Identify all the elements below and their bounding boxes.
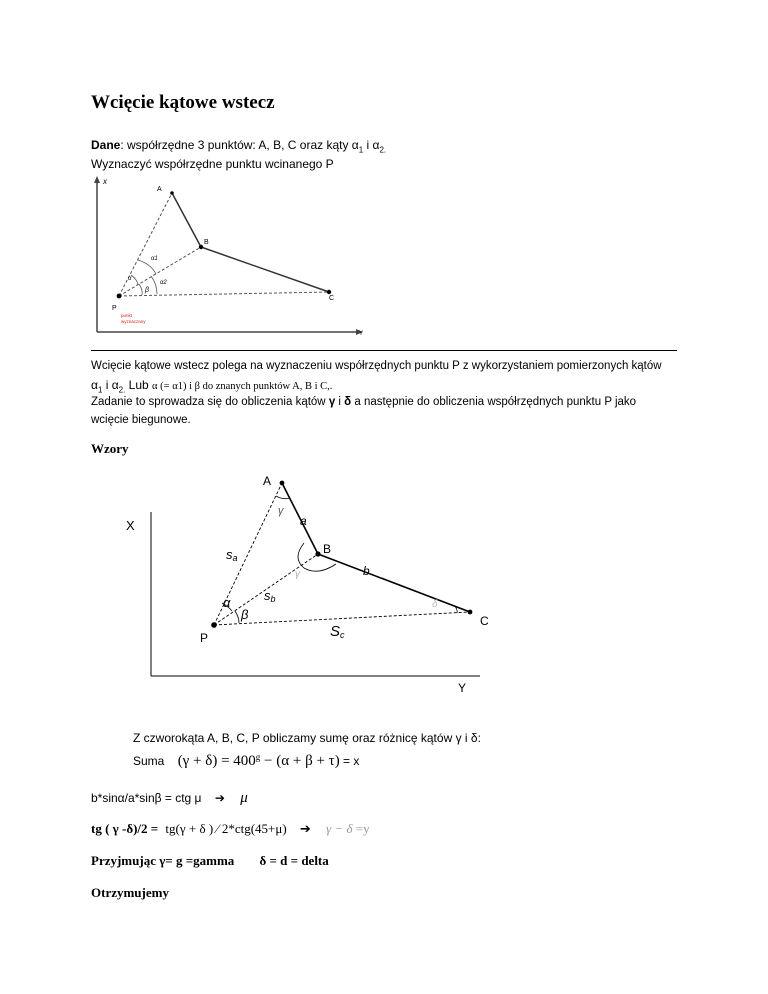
desc-line-1: Wcięcie kątowe wstecz polega na wyznaczeniu współrzędnych punktu P z wykorzystaniem pomierzonych kątów bbox=[91, 360, 662, 372]
fig1-label-x: x bbox=[103, 177, 107, 186]
fig2-line-bc bbox=[318, 554, 470, 612]
fig1-label-alpha: α bbox=[128, 276, 132, 282]
arrow-icon: ➔ bbox=[214, 791, 225, 805]
fig2-label-sa: sa bbox=[226, 547, 238, 563]
fig2-label-delta: δ bbox=[432, 599, 438, 610]
fig1-label-p: P bbox=[112, 305, 117, 312]
desc-rest: a następnie do obliczenia współrzędnych punktu P jako bbox=[351, 396, 637, 408]
section-divider bbox=[91, 350, 677, 351]
desc-gamma: γ bbox=[328, 396, 336, 408]
quad-text: Z czworokąta A, B, C, P obliczamy sumę oraz różnicę kątów γ i δ: bbox=[133, 731, 481, 745]
fig2-label-x: X bbox=[126, 518, 135, 533]
result-heading: Otrzymujemy bbox=[91, 885, 169, 900]
fig2-label-tau: γ bbox=[295, 569, 300, 580]
fig2-label-b: B bbox=[323, 542, 332, 556]
desc-delta: δ bbox=[344, 396, 352, 408]
fig2-label-sc: Sc bbox=[330, 623, 345, 640]
desc-task: Zadanie to sprowadza się do obliczenia kątów bbox=[91, 396, 329, 408]
fig2-label-c: C bbox=[480, 614, 489, 628]
fig1-label-c: C bbox=[329, 295, 335, 302]
desc-lub: Lub bbox=[125, 378, 153, 392]
fig1-line-abc bbox=[172, 193, 329, 292]
desc-alpha-beta: α (= α1) i β do znanych punktów A, B i C,. bbox=[152, 381, 333, 392]
desc-line-4: wcięcie biegunowe. bbox=[91, 414, 191, 426]
assume-delta: δ = d = delta bbox=[259, 853, 329, 868]
sum-formula: (γ + δ) = 400 bbox=[177, 753, 256, 769]
fig1-label-y: Y bbox=[359, 331, 364, 337]
ctg-mu: μ bbox=[240, 790, 248, 806]
fig2-label-sb: sb bbox=[264, 588, 276, 604]
task-line: Wyznaczyć współrzędne punktu wcinanego P bbox=[91, 157, 334, 171]
fig2-label-y: Y bbox=[458, 681, 467, 695]
ctg-formula: b*sinα/a*sinβ = ctg μ bbox=[91, 791, 202, 805]
fig1-label-a: A bbox=[157, 186, 162, 193]
given-mid: i α bbox=[363, 138, 380, 152]
fig2-label-p: P bbox=[200, 631, 209, 645]
desc-i: i bbox=[335, 396, 345, 408]
fig1-note-line2: wyznaczany bbox=[121, 319, 146, 324]
given-text: : współrzędne 3 punktów: A, B, C oraz kąty α bbox=[120, 138, 359, 152]
given-sub1: 1 bbox=[358, 145, 364, 155]
desc-line-3 bbox=[91, 396, 636, 408]
fig1-label-alpha2: α2 bbox=[160, 280, 167, 286]
given-label: Dane bbox=[91, 138, 121, 152]
sum-sup: g bbox=[255, 752, 261, 762]
fig2-label-a: A bbox=[263, 474, 272, 488]
formulas-heading: Wzory bbox=[91, 441, 129, 456]
sum-line bbox=[133, 752, 359, 770]
fig2-label-alpha: α bbox=[223, 595, 231, 610]
sum-rest: − (α + β + τ) bbox=[260, 753, 340, 769]
fig2-label-beta: β bbox=[241, 607, 249, 622]
tg-result-val: =y bbox=[352, 821, 370, 836]
figure-2-diagram bbox=[126, 470, 560, 700]
fig1-label-alpha1: α1 bbox=[151, 256, 158, 262]
sum-label: Suma bbox=[133, 754, 168, 768]
sum-result: = x bbox=[339, 754, 360, 768]
desc-line-2 bbox=[91, 378, 332, 394]
fig1-label-b: B bbox=[204, 239, 209, 246]
desc-sub1: 1 bbox=[97, 385, 103, 395]
desc-alpha: α bbox=[91, 378, 98, 392]
ctg-line bbox=[91, 790, 248, 807]
fig1-label-beta: β bbox=[145, 287, 149, 294]
tg-result-expr: γ − δ bbox=[326, 821, 353, 836]
tg-line bbox=[91, 821, 370, 837]
tg-label: tg ( γ -δ)/2 = bbox=[91, 821, 162, 836]
fig2-label-side-b: b bbox=[363, 564, 370, 578]
assume-line bbox=[91, 853, 329, 869]
page-title: Wcięcie kątowe wstecz bbox=[91, 92, 275, 113]
fig1-note-line1: punkt bbox=[121, 313, 133, 318]
given-line bbox=[91, 138, 386, 154]
tg-formula: tg(γ + δ ) ⁄ 2*ctg(45+μ) bbox=[165, 821, 287, 836]
given-sub2: 2. bbox=[379, 145, 387, 155]
desc-sub2: 2. bbox=[118, 385, 126, 395]
assume-text: Przyjmując γ= g =gamma bbox=[91, 853, 235, 868]
arrow-icon: ➔ bbox=[299, 821, 311, 836]
fig2-label-gamma: γ bbox=[278, 505, 284, 517]
desc-and: i α bbox=[102, 378, 119, 392]
fig2-label-side-a: a bbox=[300, 514, 307, 528]
figure-1-diagram bbox=[91, 174, 371, 336]
